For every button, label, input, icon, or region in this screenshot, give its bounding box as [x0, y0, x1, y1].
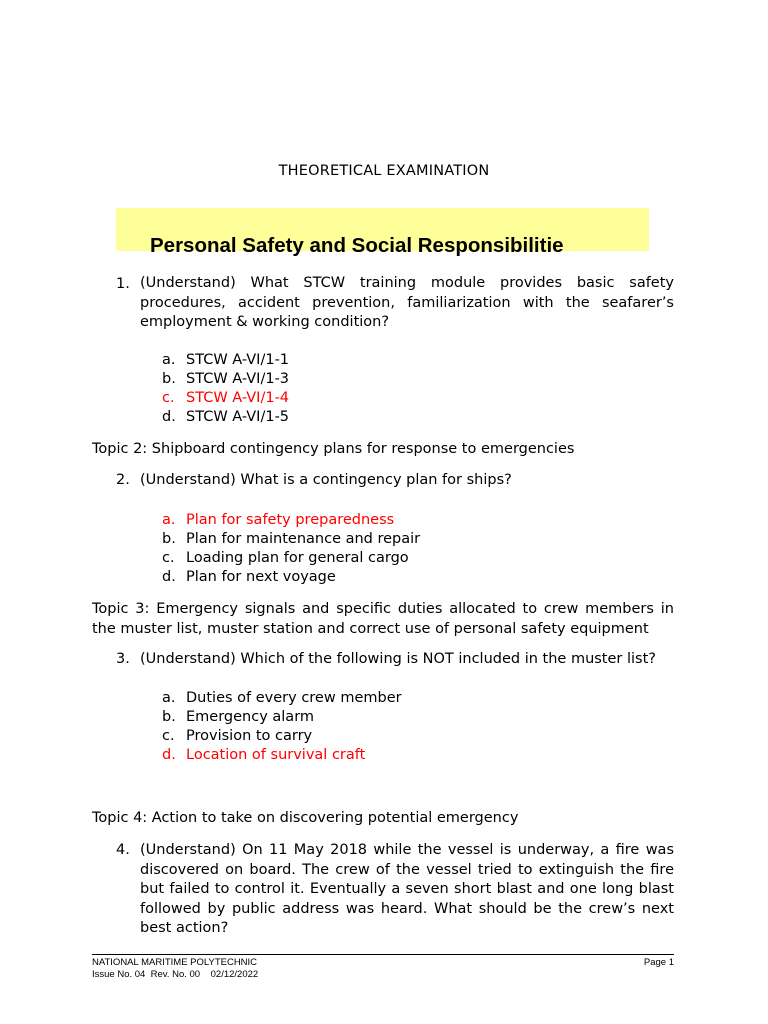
- question-3-option-d-correct: [162, 746, 365, 765]
- option-text: Location of survival craft: [186, 747, 366, 763]
- topic-3: Topic 3: Emergency signals and specific duties allocated to crew members in the muster list, muster station and correct use of personal safety equipment: [92, 601, 674, 637]
- question-2-option-d: [162, 568, 336, 587]
- question-3-option-c: [162, 727, 312, 746]
- option-text: Plan for maintenance and repair: [186, 531, 421, 547]
- option-letter: c.: [162, 728, 175, 744]
- option-letter: d.: [162, 409, 176, 425]
- question-1-option-d: [162, 408, 289, 427]
- option-letter: d.: [162, 569, 176, 585]
- footer-issue: Issue No. 04 Rev. No. 00 02/12/2022: [92, 969, 259, 980]
- option-text: STCW A-VI/1-5: [186, 409, 290, 425]
- question-4-number: 4.: [116, 842, 130, 858]
- option-letter: a.: [162, 690, 176, 706]
- question-1-option-b: [162, 370, 289, 389]
- option-letter: c.: [162, 550, 175, 566]
- question-3-text: (Understand) Which of the following is NOT included in the muster list?: [140, 651, 656, 667]
- question-2-text: (Understand) What is a contingency plan for ships?: [140, 472, 512, 488]
- question-1-option-a: [162, 351, 289, 370]
- option-text: Emergency alarm: [186, 709, 315, 725]
- option-text: Loading plan for general cargo: [186, 550, 409, 566]
- option-letter: c.: [162, 390, 175, 406]
- question-2-number: 2.: [116, 472, 130, 488]
- option-text: STCW A-VI/1-4: [186, 390, 290, 406]
- footer-institution: NATIONAL MARITIME POLYTECHNIC: [92, 957, 258, 968]
- question-3-option-a: [162, 689, 402, 708]
- question-4-text: (Understand) On 11 May 2018 while the vessel is underway, a fire was discovered on board. The crew of the vessel tried to extinguish the fire but failed to control it. Eventually a seven short blast and one long blast followed by public address was heard. What should be the crew’s next best action?: [140, 842, 674, 936]
- topic-2: Topic 2: Shipboard contingency plans for response to emergencies: [92, 441, 575, 457]
- question-2-option-a-correct: [162, 511, 394, 530]
- option-letter: d.: [162, 747, 176, 763]
- question-1-text: (Understand) What STCW training module provides basic safety procedures, accident prevention, familiarization with the seafarer’s employment & working condition?: [140, 275, 674, 330]
- option-text: STCW A-VI/1-3: [186, 371, 290, 387]
- option-text: Plan for safety preparedness: [186, 512, 395, 528]
- option-text: Plan for next voyage: [186, 569, 336, 585]
- option-text: STCW A-VI/1-1: [186, 352, 290, 368]
- option-letter: b.: [162, 709, 176, 725]
- option-letter: a.: [162, 512, 176, 528]
- footer-divider: [92, 954, 674, 955]
- topic-4: Topic 4: Action to take on discovering potential emergency: [92, 810, 519, 826]
- question-1-number: 1.: [116, 276, 130, 292]
- option-letter: b.: [162, 531, 176, 547]
- footer-page-number: Page 1: [643, 957, 674, 968]
- question-3-option-b: [162, 708, 314, 727]
- question-3-number: 3.: [116, 651, 130, 667]
- question-2-option-c: [162, 549, 409, 568]
- question-1-option-c-correct: [162, 389, 289, 408]
- question-2-option-b: [162, 530, 420, 549]
- page-title: Personal Safety and Social Responsibilitie: [150, 234, 564, 257]
- option-letter: a.: [162, 352, 176, 368]
- exam-heading: THEORETICAL EXAMINATION: [278, 163, 490, 179]
- option-text: Provision to carry: [186, 728, 313, 744]
- option-letter: b.: [162, 371, 176, 387]
- option-text: Duties of every crew member: [186, 690, 402, 706]
